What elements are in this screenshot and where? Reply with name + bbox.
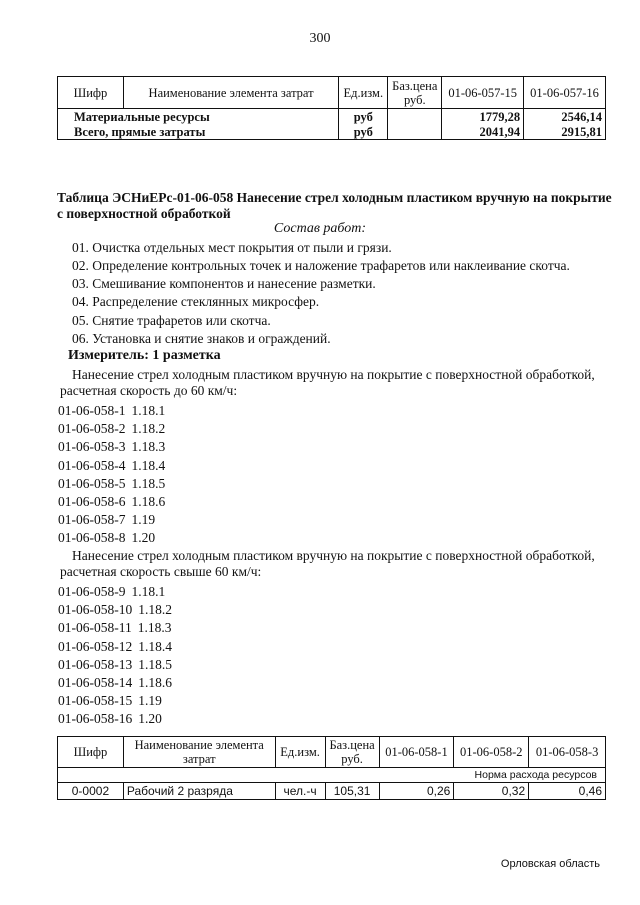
row-name: Рабочий 2 разряда: [123, 783, 275, 800]
group-1-line-2: расчетная скорость до 60 км/ч:: [60, 383, 238, 398]
header-col-2: 01-06-057-16: [524, 77, 606, 109]
code-ref: 1.18.3: [137, 620, 172, 635]
table-row: [58, 783, 606, 800]
group-2-description: [60, 548, 612, 580]
code: 01-06-058-2: [58, 421, 126, 436]
code-ref: 1.18.5: [138, 657, 172, 672]
code: 01-06-058-10: [58, 602, 133, 617]
header-price: Баз.цена руб.: [388, 77, 442, 109]
code-entry: [58, 620, 172, 636]
row-name: Материальные ресурсы: [58, 109, 339, 125]
code: 01-06-058-7: [58, 512, 126, 527]
measure-unit: Измеритель: 1 разметка: [68, 348, 221, 363]
row-value-1: 1779,28: [442, 109, 524, 125]
code-ref: 1.18.6: [138, 675, 172, 690]
code-entry: [58, 675, 172, 691]
code-entry: [58, 711, 162, 727]
row-unit: руб: [339, 109, 388, 125]
work-item: 01. Очистка отдельных мест покрытия от пыли и грязи.: [72, 240, 392, 255]
row-unit: руб: [339, 124, 388, 140]
row-value-2: 2915,81: [524, 124, 606, 140]
table-row: [58, 109, 606, 125]
row-value-2: 0,32: [454, 783, 529, 800]
code: 01-06-058-12: [58, 639, 133, 654]
code-entry: [58, 512, 155, 528]
work-item: 02. Определение контрольных точек и наложение трафаретов или наклеивание скотча.: [72, 258, 570, 273]
code-entry: [58, 657, 172, 673]
code-entry: [58, 458, 165, 474]
code: 01-06-058-6: [58, 494, 126, 509]
code-ref: 1.18.5: [131, 476, 166, 491]
code-ref: 1.20: [131, 530, 156, 545]
code-entry: [58, 584, 165, 600]
code: 01-06-058-3: [58, 439, 126, 454]
page-number: 300: [309, 31, 331, 46]
code-ref: 1.18.4: [131, 458, 166, 473]
work-item: 05. Снятие трафаретов или скотча.: [72, 313, 271, 328]
summary-table: [57, 76, 606, 140]
code-entry: [58, 530, 155, 546]
row-price: [388, 109, 442, 125]
table-row: [58, 124, 606, 140]
code-ref: 1.19: [138, 693, 162, 708]
table-header-row: [58, 77, 606, 109]
group-2-line-2: расчетная скорость свыше 60 км/ч:: [60, 564, 262, 579]
code-ref: 1.18.2: [131, 421, 166, 436]
norm-label-row: [58, 768, 606, 783]
code-entry: [58, 639, 172, 655]
code: 01-06-058-11: [58, 620, 132, 635]
code-entry: [58, 403, 165, 419]
code-ref: 1.18.1: [131, 403, 166, 418]
code: 01-06-058-5: [58, 476, 126, 491]
code-ref: 1.18.1: [131, 584, 166, 599]
code-ref: 1.18.4: [138, 639, 172, 654]
section-title: [57, 190, 617, 222]
group-2-line-1: Нанесение стрел холодным пластиком вручную на покрытие с поверхностной обработкой,: [72, 548, 595, 563]
row-price: [388, 124, 442, 140]
code: 01-06-058-1: [58, 403, 126, 418]
header-col-1: 01-06-057-15: [442, 77, 524, 109]
group-1-description: [60, 367, 612, 399]
row-value-1: 2041,94: [442, 124, 524, 140]
code: 01-06-058-9: [58, 584, 126, 599]
work-item: 06. Установка и снятие знаков и ограждений.: [72, 331, 331, 346]
header-name: Наименование элемента затрат: [123, 77, 338, 109]
code: 01-06-058-16: [58, 711, 133, 726]
header-unit: Ед.изм.: [339, 77, 388, 109]
code-ref: 1.19: [131, 512, 156, 527]
section-title-line-2: с поверхностной обработкой: [57, 206, 231, 221]
header-col-1: 01-06-058-1: [379, 737, 454, 768]
row-value-3: 0,46: [529, 783, 606, 800]
code-entry: [58, 476, 165, 492]
code-entry: [58, 602, 172, 618]
code-entry: [58, 494, 165, 510]
header-col-3: 01-06-058-3: [529, 737, 606, 768]
code-entry: [58, 421, 165, 437]
code-ref: 1.18.2: [138, 602, 172, 617]
row-price: 105,31: [325, 783, 379, 800]
header-col-2: 01-06-058-2: [454, 737, 529, 768]
footer-region: Орловская область: [500, 858, 600, 870]
work-item: 03. Смешивание компонентов и нанесение разметки.: [72, 276, 376, 291]
table-header-row: [58, 737, 606, 768]
row-value-2: 2546,14: [524, 109, 606, 125]
code-ref: 1.20: [138, 711, 162, 726]
row-name: Всего, прямые затраты: [58, 124, 339, 140]
header-code: Шифр: [58, 737, 124, 768]
code-entry: [58, 439, 165, 455]
header-name: Наименование элемента затрат: [123, 737, 275, 768]
code: 01-06-058-15: [58, 693, 133, 708]
header-unit: Ед.изм.: [275, 737, 325, 768]
code-ref: 1.18.3: [131, 439, 166, 454]
norm-label: Норма расхода ресурсов: [58, 768, 606, 783]
code: 01-06-058-8: [58, 530, 126, 545]
group-1-line-1: Нанесение стрел холодным пластиком вручную на покрытие с поверхностной обработкой,: [72, 367, 595, 382]
code-ref: 1.18.6: [131, 494, 166, 509]
code: 01-06-058-13: [58, 657, 133, 672]
code-entry: [58, 693, 162, 709]
row-value-1: 0,26: [379, 783, 454, 800]
work-item: 04. Распределение стеклянных микросфер.: [72, 294, 320, 309]
row-unit: чел.-ч: [275, 783, 325, 800]
code: 01-06-058-4: [58, 458, 126, 473]
header-price: Баз.цена руб.: [325, 737, 379, 768]
section-title-line-1: Таблица ЭСНиЕРс-01-06-058 Нанесение стрел холодным пластиком вручную на покрытие: [57, 190, 612, 205]
work-composition-title: Состав работ:: [273, 221, 367, 236]
header-code: Шифр: [58, 77, 124, 109]
resource-norms-table: [57, 736, 606, 800]
row-code: 0-0002: [58, 783, 124, 800]
code: 01-06-058-14: [58, 675, 133, 690]
